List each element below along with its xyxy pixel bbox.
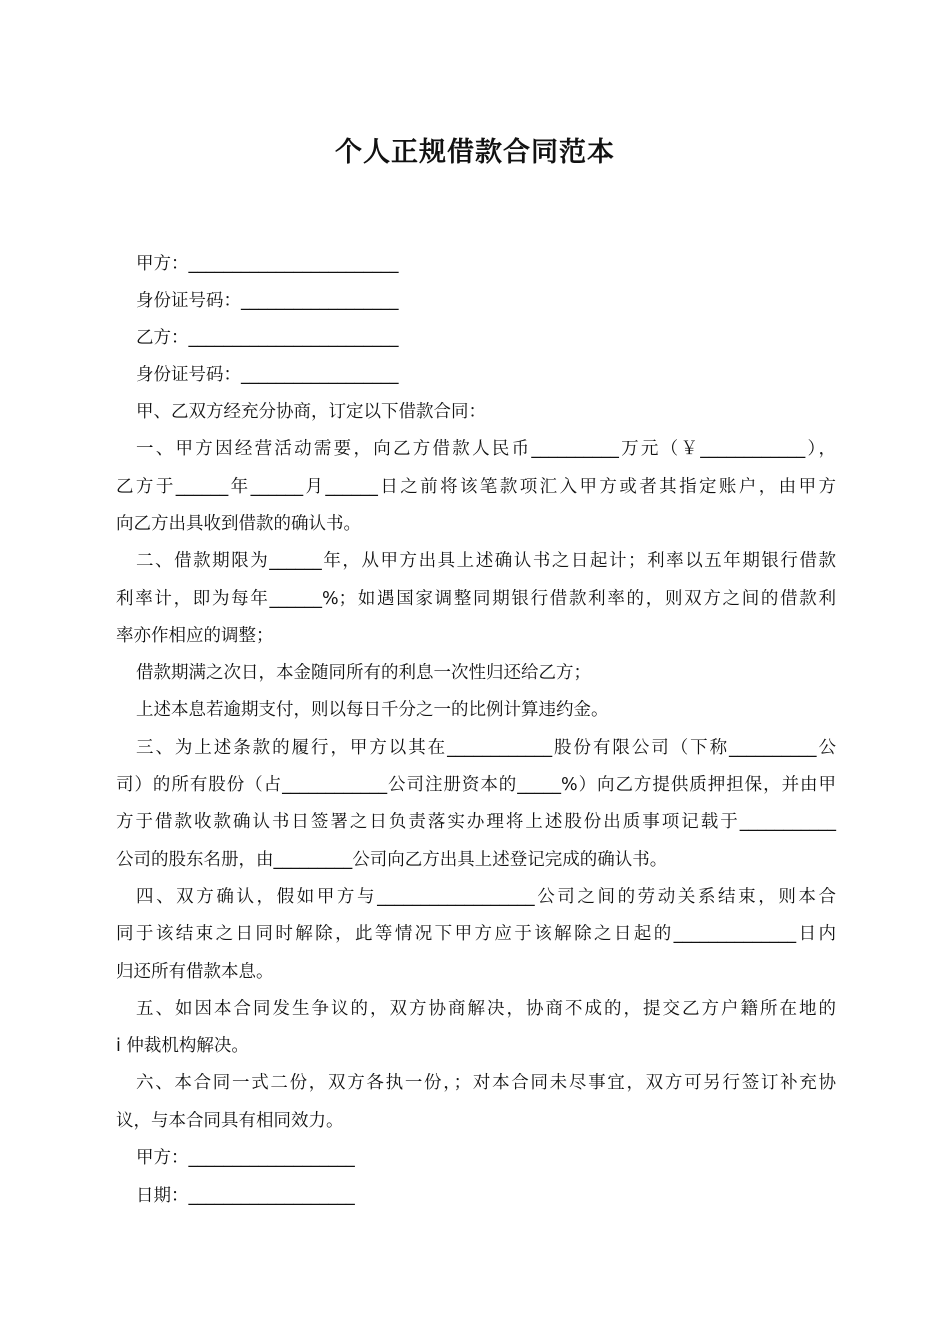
clause-6-line-2: 议，与本合同具有相同效力。 bbox=[116, 1111, 344, 1131]
party-a-id-line: 身份证号码：__________________ bbox=[136, 291, 399, 311]
document-title: 个人正规借款合同范本 bbox=[335, 137, 615, 168]
clause-4-line-3: 归还所有借款本息。 bbox=[116, 962, 274, 982]
clause-1-line-1: 一、甲方因经营活动需要，向乙方借款人民币__________万元（￥____________）， bbox=[136, 439, 836, 459]
clause-2-line-1: 二、借款期限为______年，从甲方出具上述确认书之日起计；利率以五年期银行借款 bbox=[136, 551, 836, 571]
signature-party-a-line: 甲方：___________________ bbox=[136, 1148, 355, 1168]
clause-2-line-3: 率亦作相应的调整； bbox=[116, 626, 274, 646]
party-b-id-line: 身份证号码：__________________ bbox=[136, 365, 399, 385]
clause-3-line-1: 三、为上述条款的履行，甲方以其在____________股份有限公司（下称__________公 bbox=[136, 738, 836, 758]
clause-2-line-4: 借款期满之次日，本金随同所有的利息一次性归还给乙方； bbox=[136, 663, 591, 683]
clause-2-line-2: 利率计，即为每年______%；如遇国家调整同期银行借款利率的，则双方之间的借款利 bbox=[116, 589, 836, 609]
clause-1-line-2: 乙方于______年______月______日之前将该笔款项汇入甲方或者其指定账户，由甲方 bbox=[116, 477, 836, 497]
clause-4-line-1: 四、双方确认，假如甲方与__________________公司之间的劳动关系结束，则本合 bbox=[136, 887, 836, 907]
party-b-line: 乙方：________________________ bbox=[136, 328, 399, 348]
clause-3-line-3: 方于借款收款确认书日签署之日负责落实办理将上述股份出质事项记载于___________ bbox=[116, 812, 836, 832]
signature-date-line: 日期：___________________ bbox=[136, 1186, 355, 1206]
clause-4-line-2: 同于该结束之日同时解除，此等情况下甲方应于该解除之日起的______________日内 bbox=[116, 924, 836, 944]
clause-3-line-4: 公司的股东名册，由_________公司向乙方出具上述登记完成的确认书。 bbox=[116, 850, 668, 870]
party-a-line: 甲方：________________________ bbox=[136, 254, 399, 274]
clause-6-line-1: 六、本合同一式二份，双方各执一份，；对本合同未尽事宜，双方可另行签订补充协 bbox=[136, 1073, 836, 1093]
clause-5-line-2: i 仲裁机构解决。 bbox=[116, 1036, 249, 1056]
clause-3-line-2: 司）的所有股份（占____________公司注册资本的_____%）向乙方提供质押担保，并由甲 bbox=[116, 775, 836, 795]
preamble-line: 甲、乙双方经充分协商，订定以下借款合同： bbox=[136, 402, 486, 422]
clause-1-line-3: 向乙方出具收到借款的确认书。 bbox=[116, 514, 361, 534]
clause-5-line-1: 五、如因本合同发生争议的，双方协商解决，协商不成的，提交乙方户籍所在地的 bbox=[136, 999, 836, 1019]
clause-2-line-5: 上述本息若逾期支付，则以每日千分之一的比例计算违约金。 bbox=[136, 700, 609, 720]
